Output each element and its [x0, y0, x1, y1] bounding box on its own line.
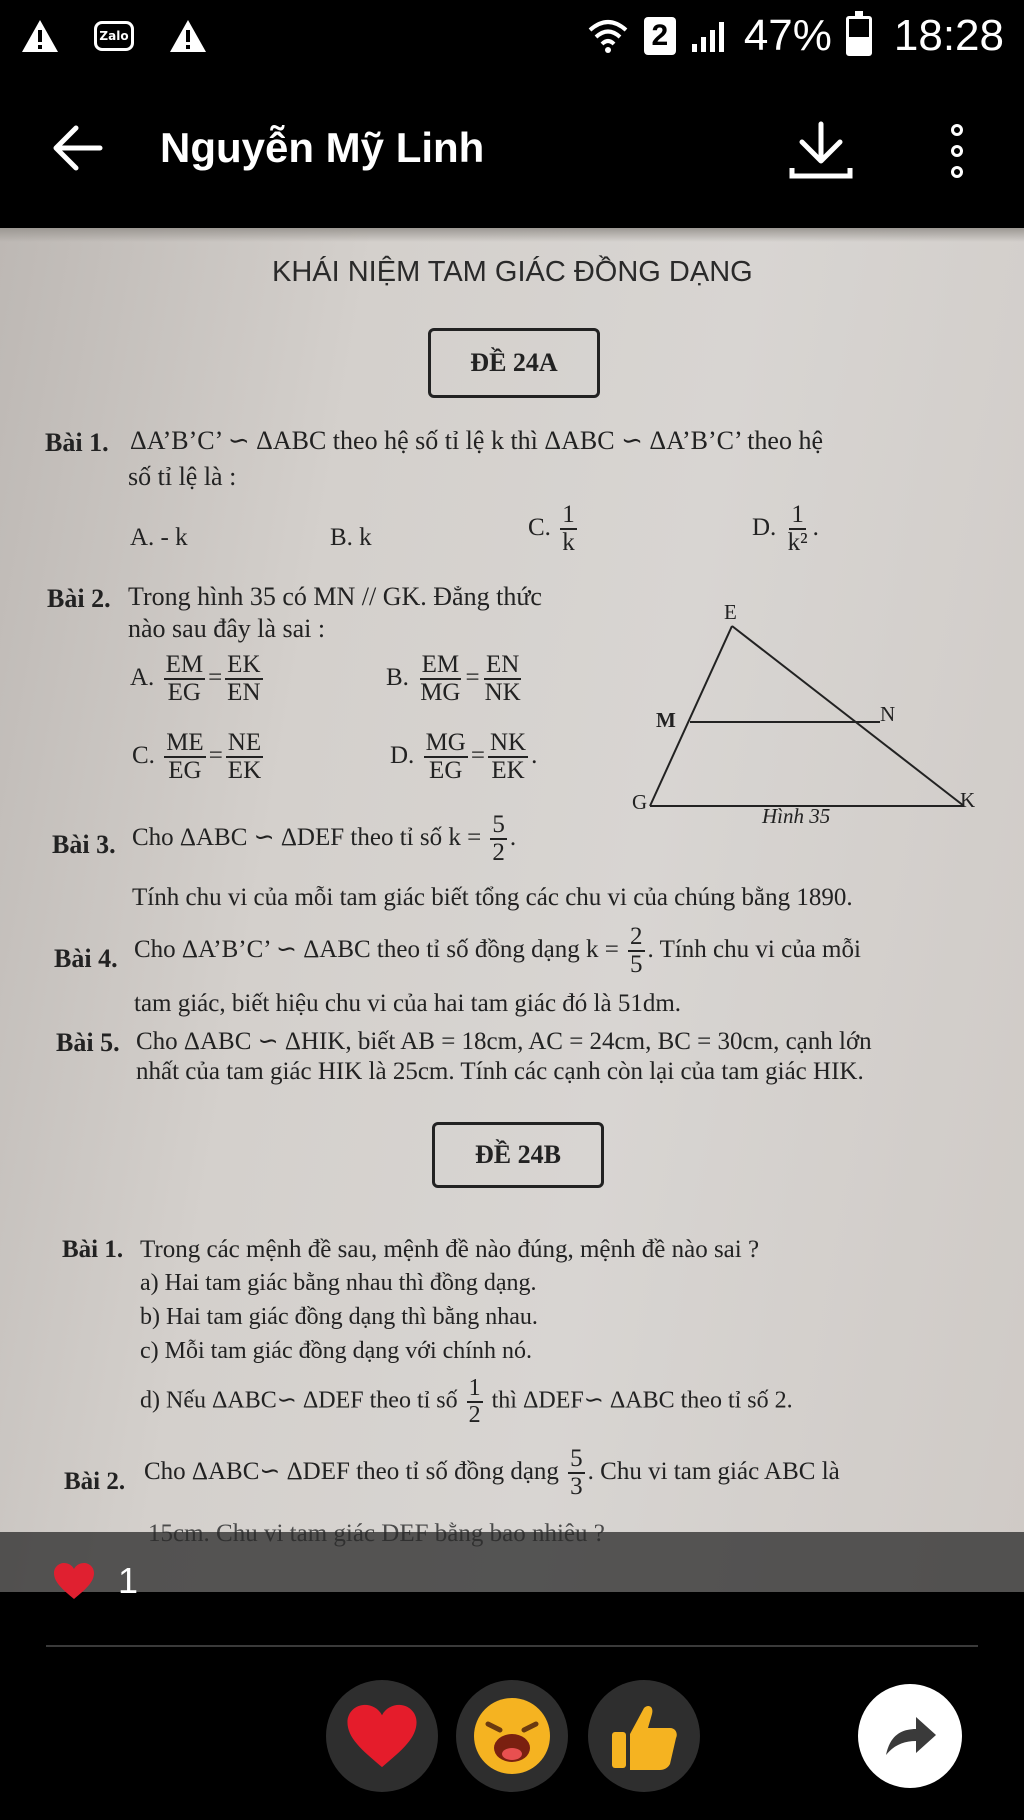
a-bai2-line1: Trong hình 35 có MN // GK. Đẳng thức: [128, 582, 542, 611]
a-bai5-line2: nhất của tam giác HIK là 25cm. Tính các cạnh còn lại của tam giác HIK.: [136, 1058, 864, 1085]
point-m-label: M: [656, 708, 676, 732]
b-bai1-item-c: c) Mỗi tam giác đồng dạng với chính nó.: [140, 1338, 532, 1364]
point-n-label: N: [880, 702, 896, 726]
a-bai5-line1: Cho ΔABC ∽ ΔHIK, biết AB = 18cm, AC = 24cm, BC = 30cm, cạnh lớn: [136, 1028, 872, 1055]
battery-icon: [846, 16, 872, 56]
a-bai1-option-a: A. - k: [130, 524, 188, 551]
wifi-icon: [586, 16, 630, 56]
photo-edge-shadow: [0, 228, 1024, 242]
thumbs-up-icon: [606, 1698, 682, 1774]
photo-view[interactable]: [0, 228, 1024, 1592]
warning-icon: [20, 18, 60, 54]
point-e-label: E: [724, 600, 737, 624]
a-bai3-line1: Cho ΔABC ∽ ΔDEF theo tỉ số k = $\frac{5}{2}$ .: [132, 811, 517, 867]
a-bai4-line2: tam giác, biết hiệu chu vi của hai tam giác đó là 51dm.: [134, 990, 682, 1017]
laughing-face-icon: [470, 1694, 554, 1778]
app-bar: [0, 72, 1024, 228]
photo-caption-overlay: [0, 1532, 1024, 1592]
b-bai1-item-d: d) Nếu ΔABC∽ ΔDEF theo tỉ số $\frac{1}{2}$ thì ΔDEF∽ ΔABC theo tỉ số 2.: [140, 1375, 793, 1429]
back-arrow-icon[interactable]: [52, 122, 104, 174]
heart-icon: [52, 1561, 96, 1601]
sim-slot-badge: 2: [644, 17, 676, 55]
signal-icon: [690, 18, 730, 54]
status-bar: [0, 0, 1024, 72]
a-bai1-option-d: D. $\frac{1}{\text{k²}}$ .: [752, 501, 819, 557]
page-heading: KHÁI NIỆM TAM GIÁC ĐỒNG DẠNG: [272, 256, 753, 288]
heart-icon: [344, 1701, 420, 1771]
like-reaction-button[interactable]: [588, 1680, 700, 1792]
like-summary[interactable]: [52, 1560, 138, 1602]
a-bai3-label: Bài 3.: [52, 830, 116, 859]
a-bai3-line2: Tính chu vi của mỗi tam giác biết tổng các chu vi của chúng bằng 1890.: [132, 884, 853, 911]
like-count: 1: [118, 1560, 139, 1601]
point-g-label: G: [632, 790, 648, 814]
warning-icon: [168, 18, 208, 54]
b-bai2-label: Bài 2.: [64, 1468, 126, 1495]
figure-caption: Hình 35: [762, 804, 831, 828]
divider: [46, 1645, 978, 1647]
a-bai1-label: Bài 1.: [45, 428, 109, 457]
zalo-icon: Zalo: [94, 21, 134, 51]
a-bai1-option-b: B. k: [330, 524, 372, 551]
section-a-title: ĐỀ 24A: [428, 328, 600, 398]
a-bai4-label: Bài 4.: [54, 944, 118, 973]
more-options-icon[interactable]: [940, 120, 974, 182]
share-arrow-icon: [882, 1713, 938, 1759]
b-bai1-item-a: a) Hai tam giác bằng nhau thì đồng dạng.: [140, 1270, 537, 1296]
segment-ek: [732, 626, 964, 806]
clock: 18:28: [893, 11, 1004, 60]
a-bai2-option-d: D. $\frac{MG}{EG}$ = $\frac{NK}{EK}$ .: [390, 729, 538, 785]
b-bai1-item-b: b) Hai tam giác đồng dạng thì bằng nhau.: [140, 1304, 538, 1330]
a-bai2-option-c: C. $\frac{ME}{EG}$ = $\frac{NE}{EK}$: [132, 729, 262, 785]
a-bai2-option-b: B. $\frac{EM}{MG}$ = $\frac{EN}{NK}$: [386, 651, 521, 707]
a-bai1-option-c: C. $\frac{1}{k}$: [528, 501, 575, 557]
a-bai2-line2: nào sau đây là sai :: [128, 614, 326, 643]
b-bai2-line1: Cho ΔABC∽ ΔDEF theo tỉ số đồng dạng $\frac{5}{3}$ . Chu vi tam giác ABC là: [144, 1445, 840, 1501]
a-bai1-line1: ΔA’B’C’ ∽ ΔABC theo hệ số tỉ lệ k thì ΔABC ∽ ΔA’B’C’ theo hệ: [130, 426, 823, 455]
b-bai1-label: Bài 1.: [62, 1236, 124, 1263]
a-bai2-option-a: A. $\frac{EM}{EG}$ = $\frac{EK}{EN}$: [130, 651, 261, 707]
point-k-label: K: [960, 788, 976, 812]
a-bai4-line1: Cho ΔA’B’C’ ∽ ΔABC theo tỉ số đồng dạng k = $\frac{2}{5}$ . Tính chu vi của mỗi: [134, 923, 861, 979]
laugh-reaction-button[interactable]: [456, 1680, 568, 1792]
a-bai2-label: Bài 2.: [47, 584, 111, 613]
battery-percent: 47%: [743, 11, 832, 60]
heart-reaction-button[interactable]: [326, 1680, 438, 1792]
a-bai1-line2: số tỉ lệ là :: [128, 462, 237, 491]
download-icon[interactable]: [788, 120, 854, 182]
page-title: Nguyễn Mỹ Linh: [160, 124, 485, 171]
section-b-title: ĐỀ 24B: [432, 1122, 604, 1188]
share-button[interactable]: [858, 1684, 962, 1788]
b-bai1-line1: Trong các mệnh đề sau, mệnh đề nào đúng, mệnh đề nào sai ?: [140, 1236, 760, 1263]
a-bai5-label: Bài 5.: [56, 1028, 120, 1057]
